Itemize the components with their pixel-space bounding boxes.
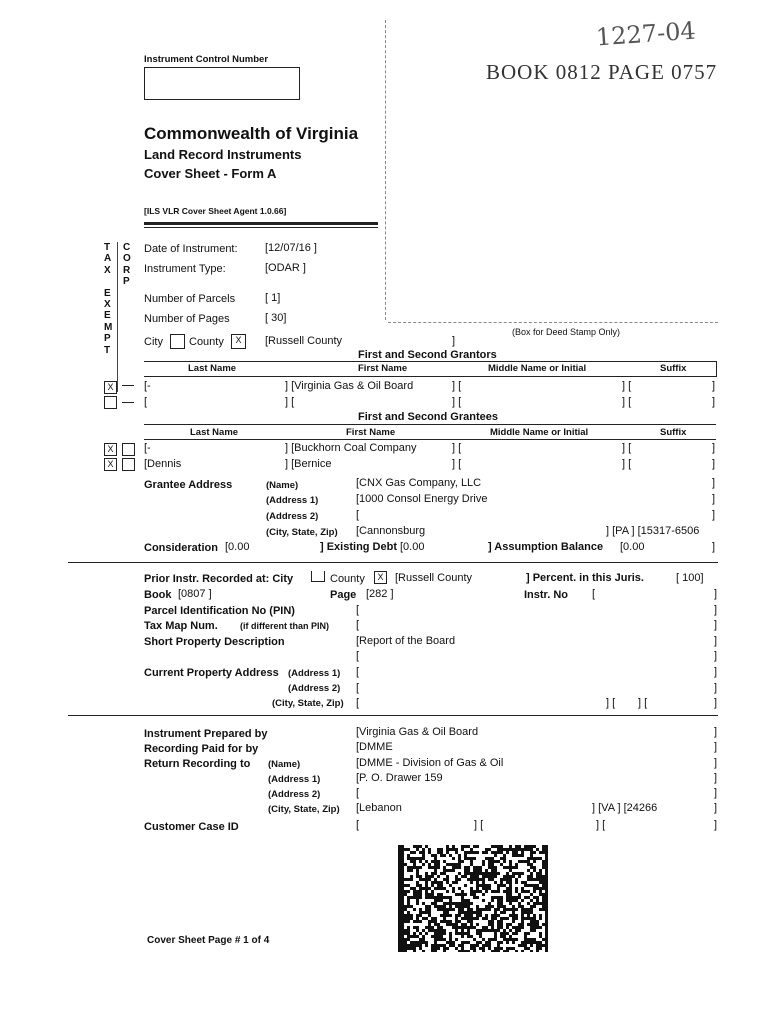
return-addr1-close: ]: [714, 772, 718, 784]
tax-exempt-letter: X: [104, 264, 111, 276]
case-id-mid[interactable]: ] [: [474, 819, 484, 831]
barcode: [398, 845, 548, 952]
taxmap-value[interactable]: [: [356, 619, 360, 631]
current-csz-value[interactable]: [: [356, 697, 360, 709]
book-value[interactable]: [0807 ]: [178, 588, 212, 600]
existing-debt-label: ] Existing Debt: [320, 541, 398, 553]
current-csz-label: (City, State, Zip): [272, 698, 344, 709]
tax-exempt-letter: E: [104, 287, 111, 299]
grantee-2-last[interactable]: [Dennis: [144, 458, 182, 470]
pin-label: Parcel Identification No (PIN): [144, 605, 295, 617]
return-to-label: Return Recording to: [144, 758, 251, 770]
deed-stamp-box-label: (Box for Deed Stamp Only): [512, 327, 621, 337]
instr-no-value[interactable]: [: [592, 588, 596, 600]
prepared-by-value[interactable]: [Virginia Gas & Oil Board: [356, 726, 479, 738]
type-value[interactable]: [ODAR ]: [265, 262, 306, 274]
short-desc-close-2: ]: [714, 650, 718, 662]
grantor-1-last[interactable]: [-: [144, 380, 151, 392]
section-divider-2: [68, 715, 718, 716]
grantor-2-end: ]: [712, 396, 716, 408]
parcels-label: Number of Parcels: [144, 293, 236, 305]
short-desc-value[interactable]: [Report of the Board: [356, 635, 456, 647]
page-value[interactable]: [282 ]: [366, 588, 394, 600]
grantee-2-tax-checkbox[interactable]: X: [104, 458, 117, 471]
percent-juris-label: ] Percent. in this Juris.: [526, 572, 644, 584]
grantor-1-end: ]: [712, 380, 716, 392]
percent-juris-value[interactable]: [ 100]: [676, 572, 704, 584]
grantee-1-middle[interactable]: ] [: [452, 442, 462, 454]
short-desc-close: ]: [714, 635, 718, 647]
instr-no-label: Instr. No: [524, 589, 569, 601]
grantor-2-last[interactable]: [: [144, 396, 148, 408]
return-addr1-value[interactable]: [P. O. Drawer 159: [356, 772, 443, 784]
grantor-1-tax-checkbox[interactable]: X: [104, 381, 117, 394]
grantee-1-end: ]: [712, 442, 716, 454]
tax-exempt-column: [104, 242, 112, 356]
current-addr1-close: ]: [714, 666, 718, 678]
return-addr1-label: (Address 1): [268, 774, 321, 785]
short-desc-value-2[interactable]: [: [356, 650, 360, 662]
grantee-2-first[interactable]: ] [Bernice: [285, 458, 332, 470]
prior-city-checkbox[interactable]: [311, 571, 325, 582]
stamp-box-left-edge: [385, 20, 386, 320]
return-name-label: (Name): [268, 759, 301, 770]
grantor-2-suffix[interactable]: ] [: [622, 396, 632, 408]
corp-column: [123, 242, 131, 288]
current-addr1-value[interactable]: [: [356, 666, 360, 678]
grantee-2-middle[interactable]: ] [: [452, 458, 462, 470]
grantor-1-middle[interactable]: ] [: [452, 380, 462, 392]
corp-letter: P: [123, 276, 130, 288]
tax-exempt-letter: M: [104, 321, 113, 333]
prior-recorded-label: Prior Instr. Recorded at: City: [144, 573, 294, 585]
handwritten-note: 1227-04: [595, 16, 697, 52]
cover-sheet-page-label: Cover Sheet Page # 1 of 4: [147, 935, 270, 946]
grantee-addr2-label: (Address 2): [266, 511, 319, 522]
assumption-label: ] Assumption Balance: [488, 541, 604, 553]
grantees-col-first: First Name: [346, 427, 396, 438]
prepared-by-close: ]: [714, 726, 718, 738]
locality-close: ]: [452, 335, 456, 347]
grantee-address-label: Grantee Address: [144, 479, 233, 491]
prior-county-checkbox[interactable]: X: [374, 571, 387, 584]
tax-exempt-letter: T: [104, 344, 111, 356]
return-addr2-label: (Address 2): [268, 789, 321, 800]
existing-debt-value[interactable]: [0.00: [400, 541, 425, 553]
return-addr2-close: ]: [714, 787, 718, 799]
grantors-col-suffix: Suffix: [660, 363, 687, 374]
tax-exempt-letter: P: [104, 333, 111, 345]
grantee-1-first[interactable]: ] [Buckhorn Coal Company: [285, 442, 417, 454]
stamp-box-top-edge: [388, 322, 718, 323]
grantee-2-corp-checkbox[interactable]: [122, 458, 135, 471]
current-zip[interactable]: ] [: [638, 697, 648, 709]
paid-by-value[interactable]: [DMME: [356, 741, 393, 753]
consideration-close: ]: [712, 541, 716, 553]
date-label: Date of Instrument:: [144, 243, 238, 255]
corp-letter: C: [123, 242, 131, 253]
side-divider: [117, 242, 118, 392]
header-rule: [144, 222, 378, 225]
grantee-1-corp-checkbox[interactable]: [122, 443, 135, 456]
grantees-heading: First and Second Grantees: [358, 411, 498, 423]
prepared-by-label: Instrument Prepared by: [144, 728, 268, 740]
grantor-2-corp-mark: [122, 402, 134, 403]
grantee-1-last[interactable]: [-: [144, 442, 151, 454]
pin-close: ]: [714, 604, 718, 616]
page-label: Page: [330, 589, 357, 601]
taxmap-close: ]: [714, 619, 718, 631]
form-subtitle-1: Land Record Instruments: [144, 147, 302, 162]
book-page-stamp: BOOK 0812 PAGE 0757: [486, 60, 718, 84]
pages-value[interactable]: [ 30]: [265, 312, 287, 324]
grantee-state-zip-value[interactable]: ] [PA ] [15317-6506: [606, 525, 700, 537]
grantee-2-suffix[interactable]: ] [: [622, 458, 632, 470]
grantor-2-middle[interactable]: ] [: [452, 396, 462, 408]
form-subtitle-2: Cover Sheet - Form A: [144, 166, 277, 181]
short-desc-label: Short Property Description: [144, 636, 285, 648]
current-addr2-label: (Address 2): [288, 683, 341, 694]
current-state[interactable]: ] [: [606, 697, 616, 709]
date-value[interactable]: [12/07/16 ]: [265, 242, 317, 254]
grantor-1-corp-mark: [122, 385, 134, 386]
control-number-label: Instrument Control Number: [144, 54, 269, 65]
control-number-box: [144, 67, 300, 100]
tax-exempt-letter: [104, 276, 112, 287]
type-label: Instrument Type:: [144, 263, 226, 275]
grantee-1-tax-checkbox[interactable]: X: [104, 443, 117, 456]
grantee-addr1-close: ]: [712, 493, 716, 505]
grantors-heading: First and Second Grantors: [358, 349, 497, 361]
taxmap-label: Tax Map Num.: [144, 620, 218, 632]
return-csz-close: ]: [714, 802, 718, 814]
book-label: Book: [144, 589, 172, 601]
return-csz-label: (City, State, Zip): [268, 804, 340, 815]
city-label: City: [144, 336, 163, 348]
prior-county-value[interactable]: [Russell County: [395, 572, 473, 584]
taxmap-note: (if different than PIN): [240, 621, 329, 631]
locality-value[interactable]: [Russell County: [265, 335, 343, 347]
current-addr2-value[interactable]: [: [356, 682, 360, 694]
county-checkbox[interactable]: X: [231, 334, 246, 349]
agent-label: [ILS VLR Cover Sheet Agent 1.0.66]: [144, 206, 287, 216]
tax-exempt-letter: A: [104, 253, 112, 265]
grantor-2-first[interactable]: ] [: [285, 396, 295, 408]
current-address-label: Current Property Address: [144, 667, 279, 679]
grantee-name-label: (Name): [266, 480, 299, 491]
corp-letter: R: [123, 264, 131, 276]
city-checkbox[interactable]: [170, 334, 185, 349]
grantee-addr1-label: (Address 1): [266, 495, 319, 506]
county-label: County: [189, 336, 224, 348]
consideration-label: Consideration: [144, 542, 218, 554]
return-csz-value[interactable]: [Lebanon: [356, 802, 402, 814]
grantor-1-first[interactable]: ] [Virginia Gas & Oil Board: [285, 380, 414, 392]
case-id-close: ]: [714, 819, 718, 831]
return-state-zip[interactable]: ] [VA ] [24266: [592, 802, 658, 814]
grantees-col-suffix: Suffix: [660, 427, 687, 438]
case-id-end[interactable]: ] [: [596, 819, 606, 831]
form-title: Commonwealth of Virginia: [144, 124, 359, 143]
header-rule-thin: [144, 227, 378, 228]
grantors-col-first: First Name: [358, 363, 408, 374]
return-addr2-value[interactable]: [: [356, 787, 360, 799]
consideration-value[interactable]: [0.00: [225, 541, 250, 553]
instr-no-close: ]: [714, 588, 718, 600]
current-addr1-label: (Address 1): [288, 668, 341, 679]
grantee-city-value[interactable]: [Cannonsburg: [356, 525, 426, 537]
grantee-addr1-value[interactable]: [1000 Consol Energy Drive: [356, 493, 488, 505]
grantee-addr2-value[interactable]: [: [356, 509, 360, 521]
grantees-col-last: Last Name: [190, 427, 239, 438]
grantor-1-suffix[interactable]: ] [: [622, 380, 632, 392]
pages-label: Number of Pages: [144, 313, 230, 325]
prior-county-label: County: [330, 573, 365, 585]
parcels-value[interactable]: [ 1]: [265, 292, 281, 304]
paid-by-close: ]: [714, 741, 718, 753]
paid-by-label: Recording Paid for by: [144, 743, 259, 755]
case-id-value[interactable]: [: [356, 819, 360, 831]
grantee-addr2-close: ]: [712, 509, 716, 521]
grantee-csz-label: (City, State, Zip): [266, 527, 338, 538]
grantors-col-middle: Middle Name or Initial: [488, 363, 587, 374]
return-name-value[interactable]: [DMME - Division of Gas & Oil: [356, 757, 504, 769]
assumption-value[interactable]: [0.00: [620, 541, 645, 553]
tax-exempt-letter: E: [104, 310, 111, 322]
corp-letter: O: [123, 253, 131, 265]
tax-exempt-letter: X: [104, 299, 111, 311]
case-id-label: Customer Case ID: [144, 821, 239, 833]
grantees-col-middle: Middle Name or Initial: [490, 427, 589, 438]
grantor-2-tax-checkbox[interactable]: [104, 396, 117, 409]
grantee-1-suffix[interactable]: ] [: [622, 442, 632, 454]
grantee-2-end: ]: [712, 458, 716, 470]
current-addr2-close: ]: [714, 682, 718, 694]
section-divider-1: [68, 562, 718, 563]
grantee-name-close: ]: [712, 477, 716, 489]
current-csz-close: ]: [714, 697, 718, 709]
return-name-close: ]: [714, 757, 718, 769]
tax-exempt-letter: T: [104, 242, 111, 253]
grantors-col-last: Last Name: [188, 363, 237, 374]
pin-value[interactable]: [: [356, 604, 360, 616]
grantee-name-value[interactable]: [CNX Gas Company, LLC: [356, 477, 482, 489]
